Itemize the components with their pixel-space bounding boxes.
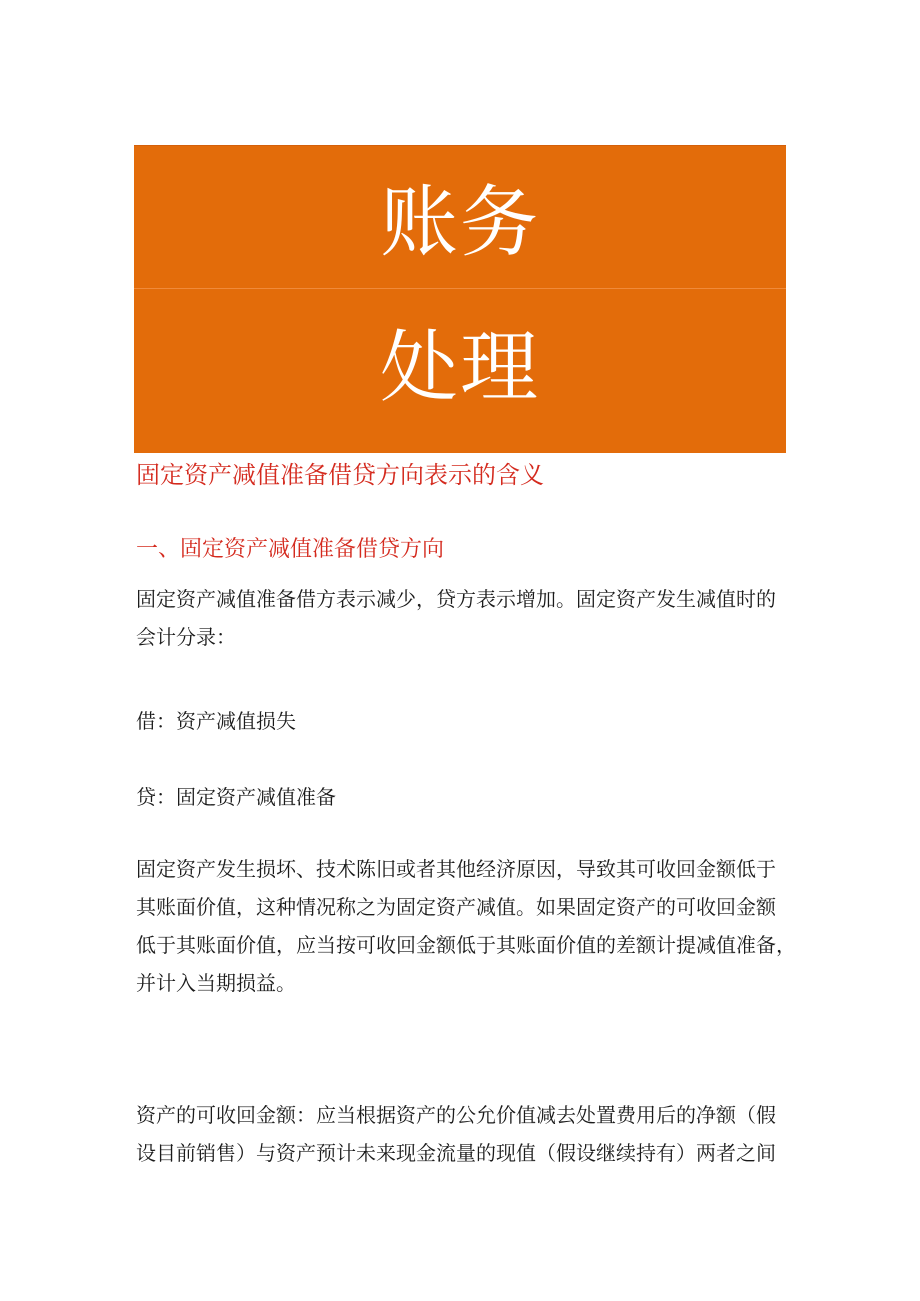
text-line: 固定资产减值准备借方表示减少，贷方表示增加。固定资产发生减值时的 — [136, 587, 776, 611]
text-line: 并计入当期损益。 — [136, 971, 296, 995]
debit-line: 借：资产减值损失 — [136, 709, 296, 733]
document-title: 固定资产减值准备借贷方向表示的含义 — [136, 461, 544, 489]
title-banner — [134, 145, 786, 453]
text-line: 低于其账面价值，应当按可收回金额低于其账面价值的差额计提减值准备， — [136, 933, 796, 957]
text-line: 会计分录： — [136, 625, 236, 649]
banner-text-line-1: 账务 — [379, 178, 540, 268]
banner-divider — [134, 288, 786, 289]
paragraph-recoverable-amount — [136, 1096, 786, 1172]
text-line: 其账面价值，这种情况称之为固定资产减值。如果固定资产的可收回金额 — [136, 895, 776, 919]
banner-text-line-2: 处理 — [379, 323, 540, 413]
text-line: 资产的可收回金额：应当根据资产的公允价值减去处置费用后的净额（假 — [136, 1103, 776, 1127]
section-heading: 一、固定资产减值准备借贷方向 — [136, 537, 445, 562]
journal-entry-debit — [136, 702, 786, 740]
text-line: 固定资产发生损坏、技术陈旧或者其他经济原因，导致其可收回金额低于 — [136, 857, 776, 881]
paragraph-explanation — [136, 850, 796, 1002]
text-line: 设目前销售）与资产预计未来现金流量的现值（假设继续持有）两者之间 — [136, 1141, 776, 1165]
credit-line: 贷：固定资产减值准备 — [136, 785, 336, 809]
journal-entry-credit — [136, 778, 786, 816]
paragraph-intro — [136, 580, 786, 656]
